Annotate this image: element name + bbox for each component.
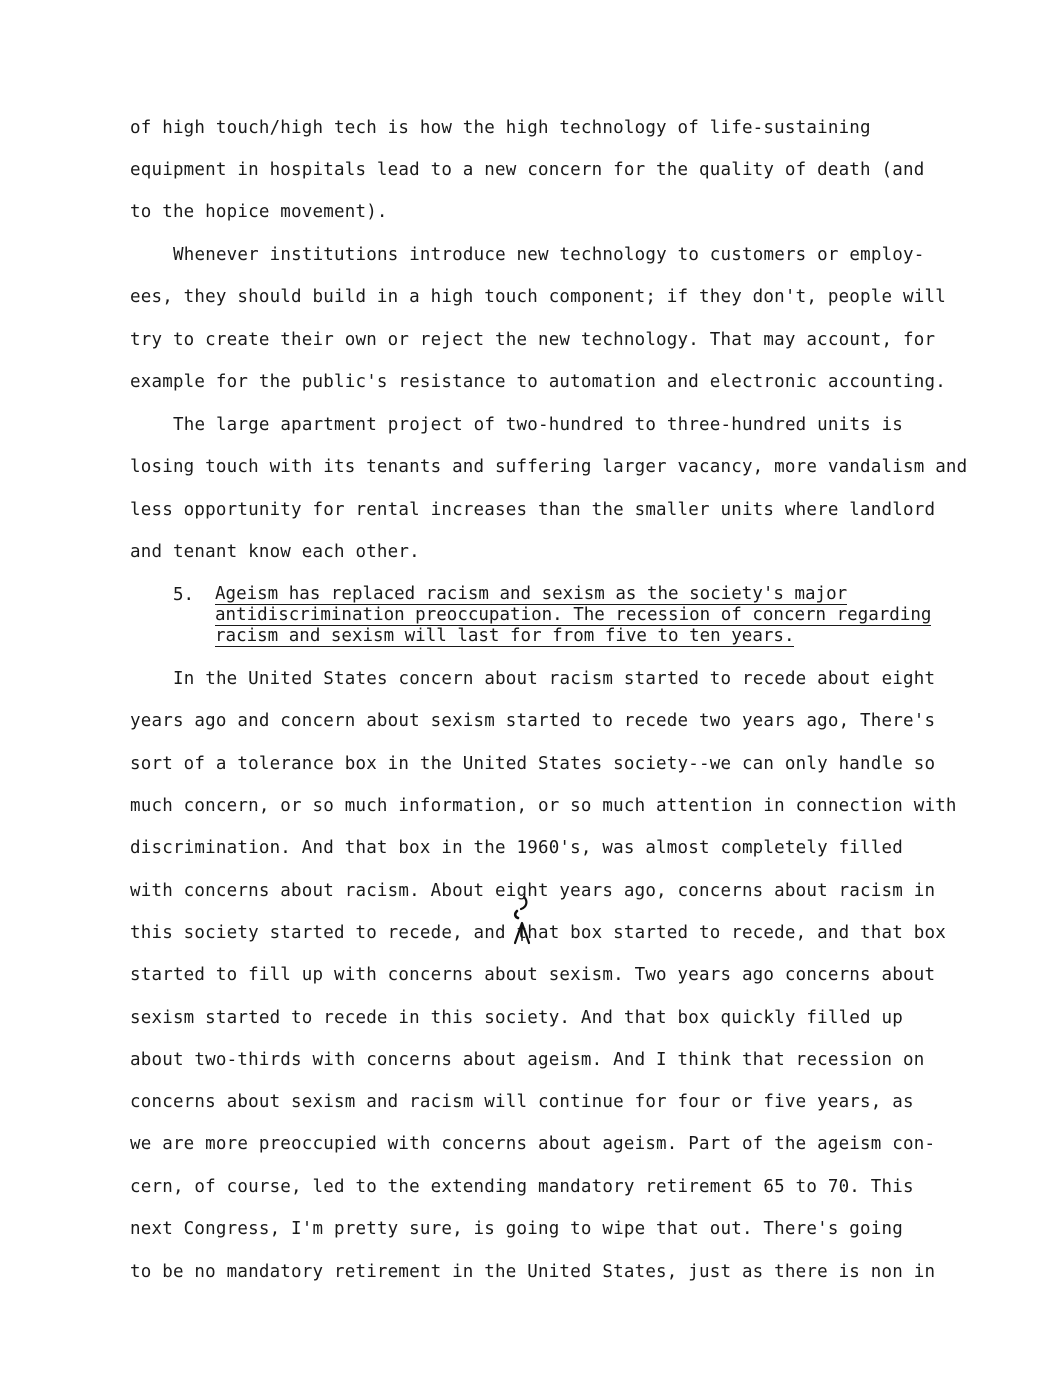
text-line: The large apartment project of two-hundred to three-hundred units is xyxy=(173,415,904,435)
text-line: try to create their own or reject the new technology. That may account, for xyxy=(130,330,936,350)
text-line: years ago and concern about sexism started to recede two years ago, There's xyxy=(130,711,936,731)
text-line: example for the public's resistance to automation and electronic accounting. xyxy=(130,372,946,392)
text-line: to be no mandatory retirement in the United States, just as there is non in xyxy=(130,1262,936,1282)
text-line: and tenant know each other. xyxy=(130,542,420,562)
underlined-heading-line: Ageism has replaced racism and sexism as the society's major xyxy=(215,584,848,604)
text-line: equipment in hospitals lead to a new concern for the quality of death (and xyxy=(130,160,925,180)
text-line: we are more preoccupied with concerns about ageism. Part of the ageism con- xyxy=(130,1134,936,1154)
text-line: discrimination. And that box in the 1960's, was almost completely filled xyxy=(130,838,903,858)
handwritten-insertion-mark xyxy=(509,895,537,947)
text-line: with concerns about racism. About eight years ago, concerns about racism in xyxy=(130,881,936,901)
text-line: In the United States concern about racism started to recede about eight xyxy=(173,669,936,689)
text-line: much concern, or so much information, or so much attention in connection with xyxy=(130,796,957,816)
text-line: next Congress, I'm pretty sure, is going to wipe that out. There's going xyxy=(130,1219,903,1239)
text-line: ees, they should build in a high touch component; if they don't, people will xyxy=(130,287,946,307)
underlined-heading-line: racism and sexism will last for from five to ten years. xyxy=(215,626,795,646)
text-line: losing touch with its tenants and suffering larger vacancy, more vandalism and xyxy=(130,457,968,477)
text-line: sexism started to recede in this society. And that box quickly filled up xyxy=(130,1008,903,1028)
text-line: to the hopice movement). xyxy=(130,202,388,222)
text-line: concerns about sexism and racism will continue for four or five years, as xyxy=(130,1092,914,1112)
text-line: cern, of course, led to the extending mandatory retirement 65 to 70. This xyxy=(130,1177,914,1197)
text-line: started to fill up with concerns about sexism. Two years ago concerns about xyxy=(130,965,936,985)
text-line: sort of a tolerance box in the United States society--we can only handle so xyxy=(130,754,936,774)
item-number: 5. xyxy=(173,585,195,605)
underlined-heading-line: antidiscrimination preoccupation. The recession of concern regarding xyxy=(215,605,932,625)
text-line: of high touch/high tech is how the high technology of life-sustaining xyxy=(130,118,871,138)
text-line: about two-thirds with concerns about ageism. And I think that recession on xyxy=(130,1050,925,1070)
text-line: this society started to recede, and that box started to recede, and that box xyxy=(130,923,946,943)
text-line: Whenever institutions introduce new technology to customers or employ- xyxy=(173,245,925,265)
text-line: less opportunity for rental increases than the smaller units where landlord xyxy=(130,500,936,520)
